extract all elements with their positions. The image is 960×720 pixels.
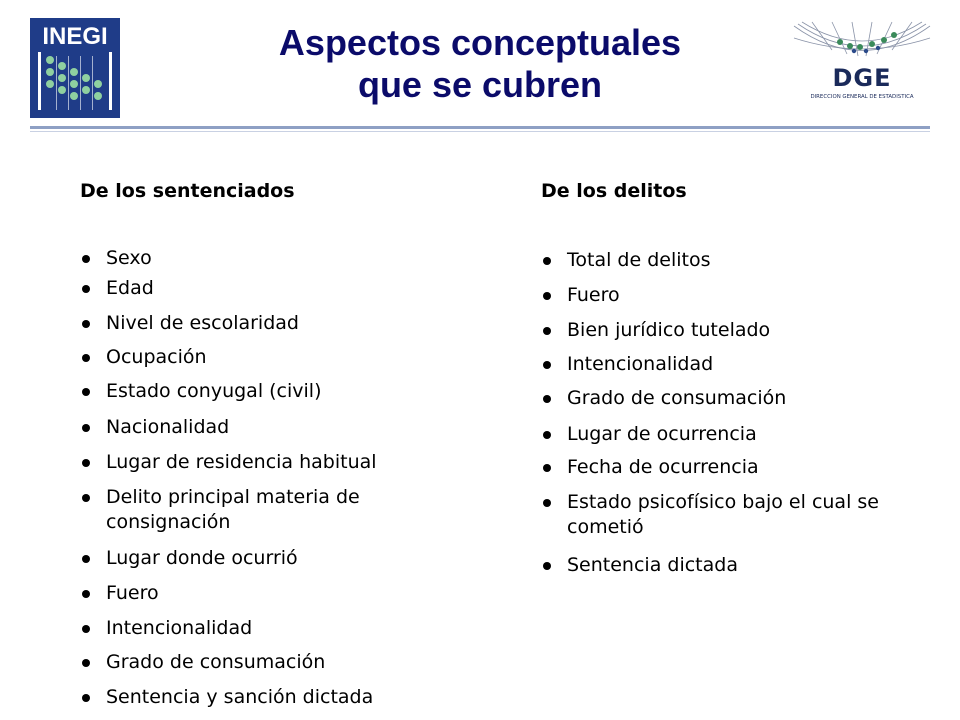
list-item: Delito principal materia de consignación [80, 485, 426, 535]
list-item: Nacionalidad [80, 415, 426, 440]
list-item: Fuero [80, 581, 426, 606]
list-item: Sexo [80, 246, 426, 271]
title-line-1: Aspectos conceptuales [278, 22, 682, 63]
sentenciados-heading: De los sentenciados [80, 180, 295, 202]
delitos-section [541, 178, 901, 576]
inegi-logo-text: INEGI [42, 23, 108, 50]
list-item: Lugar de residencia habitual [80, 450, 426, 475]
dge-logo-subtext: DIRECCION GENERAL DE ESTADISTICA [810, 94, 914, 100]
list-item: Total de delitos [541, 248, 887, 273]
dge-logo-text: DGE [832, 64, 892, 92]
page-title [200, 22, 760, 106]
list-item: Lugar donde ocurrió [80, 546, 426, 571]
header-divider-thin [30, 131, 930, 132]
list-item: Fuero [541, 283, 887, 308]
list-item: Estado conyugal (civil) [80, 379, 426, 404]
title-line-2: que se cubren [357, 64, 603, 105]
list-item: Intencionalidad [541, 352, 887, 377]
list-item: Nivel de escolaridad [80, 311, 426, 336]
header-divider [30, 126, 930, 129]
list-item: Grado de consumación [541, 386, 887, 411]
list-item: Fecha de ocurrencia [541, 455, 887, 480]
list-item: Lugar de ocurrencia [541, 422, 887, 447]
inegi-logo [30, 18, 120, 118]
delitos-heading: De los delitos [541, 180, 687, 202]
dge-logo [792, 20, 932, 105]
sentenciados-section [80, 178, 440, 708]
list-item: Intencionalidad [80, 616, 426, 641]
list-item: Grado de consumación [80, 650, 426, 675]
list-item: Estado psicofísico bajo el cual se cometió [541, 490, 887, 540]
list-item: Ocupación [80, 345, 426, 370]
list-item: Sentencia dictada [541, 553, 887, 578]
list-item: Bien jurídico tutelado [541, 318, 887, 343]
list-item: Edad [80, 276, 426, 301]
list-item: Sentencia y sanción dictada [80, 685, 426, 710]
